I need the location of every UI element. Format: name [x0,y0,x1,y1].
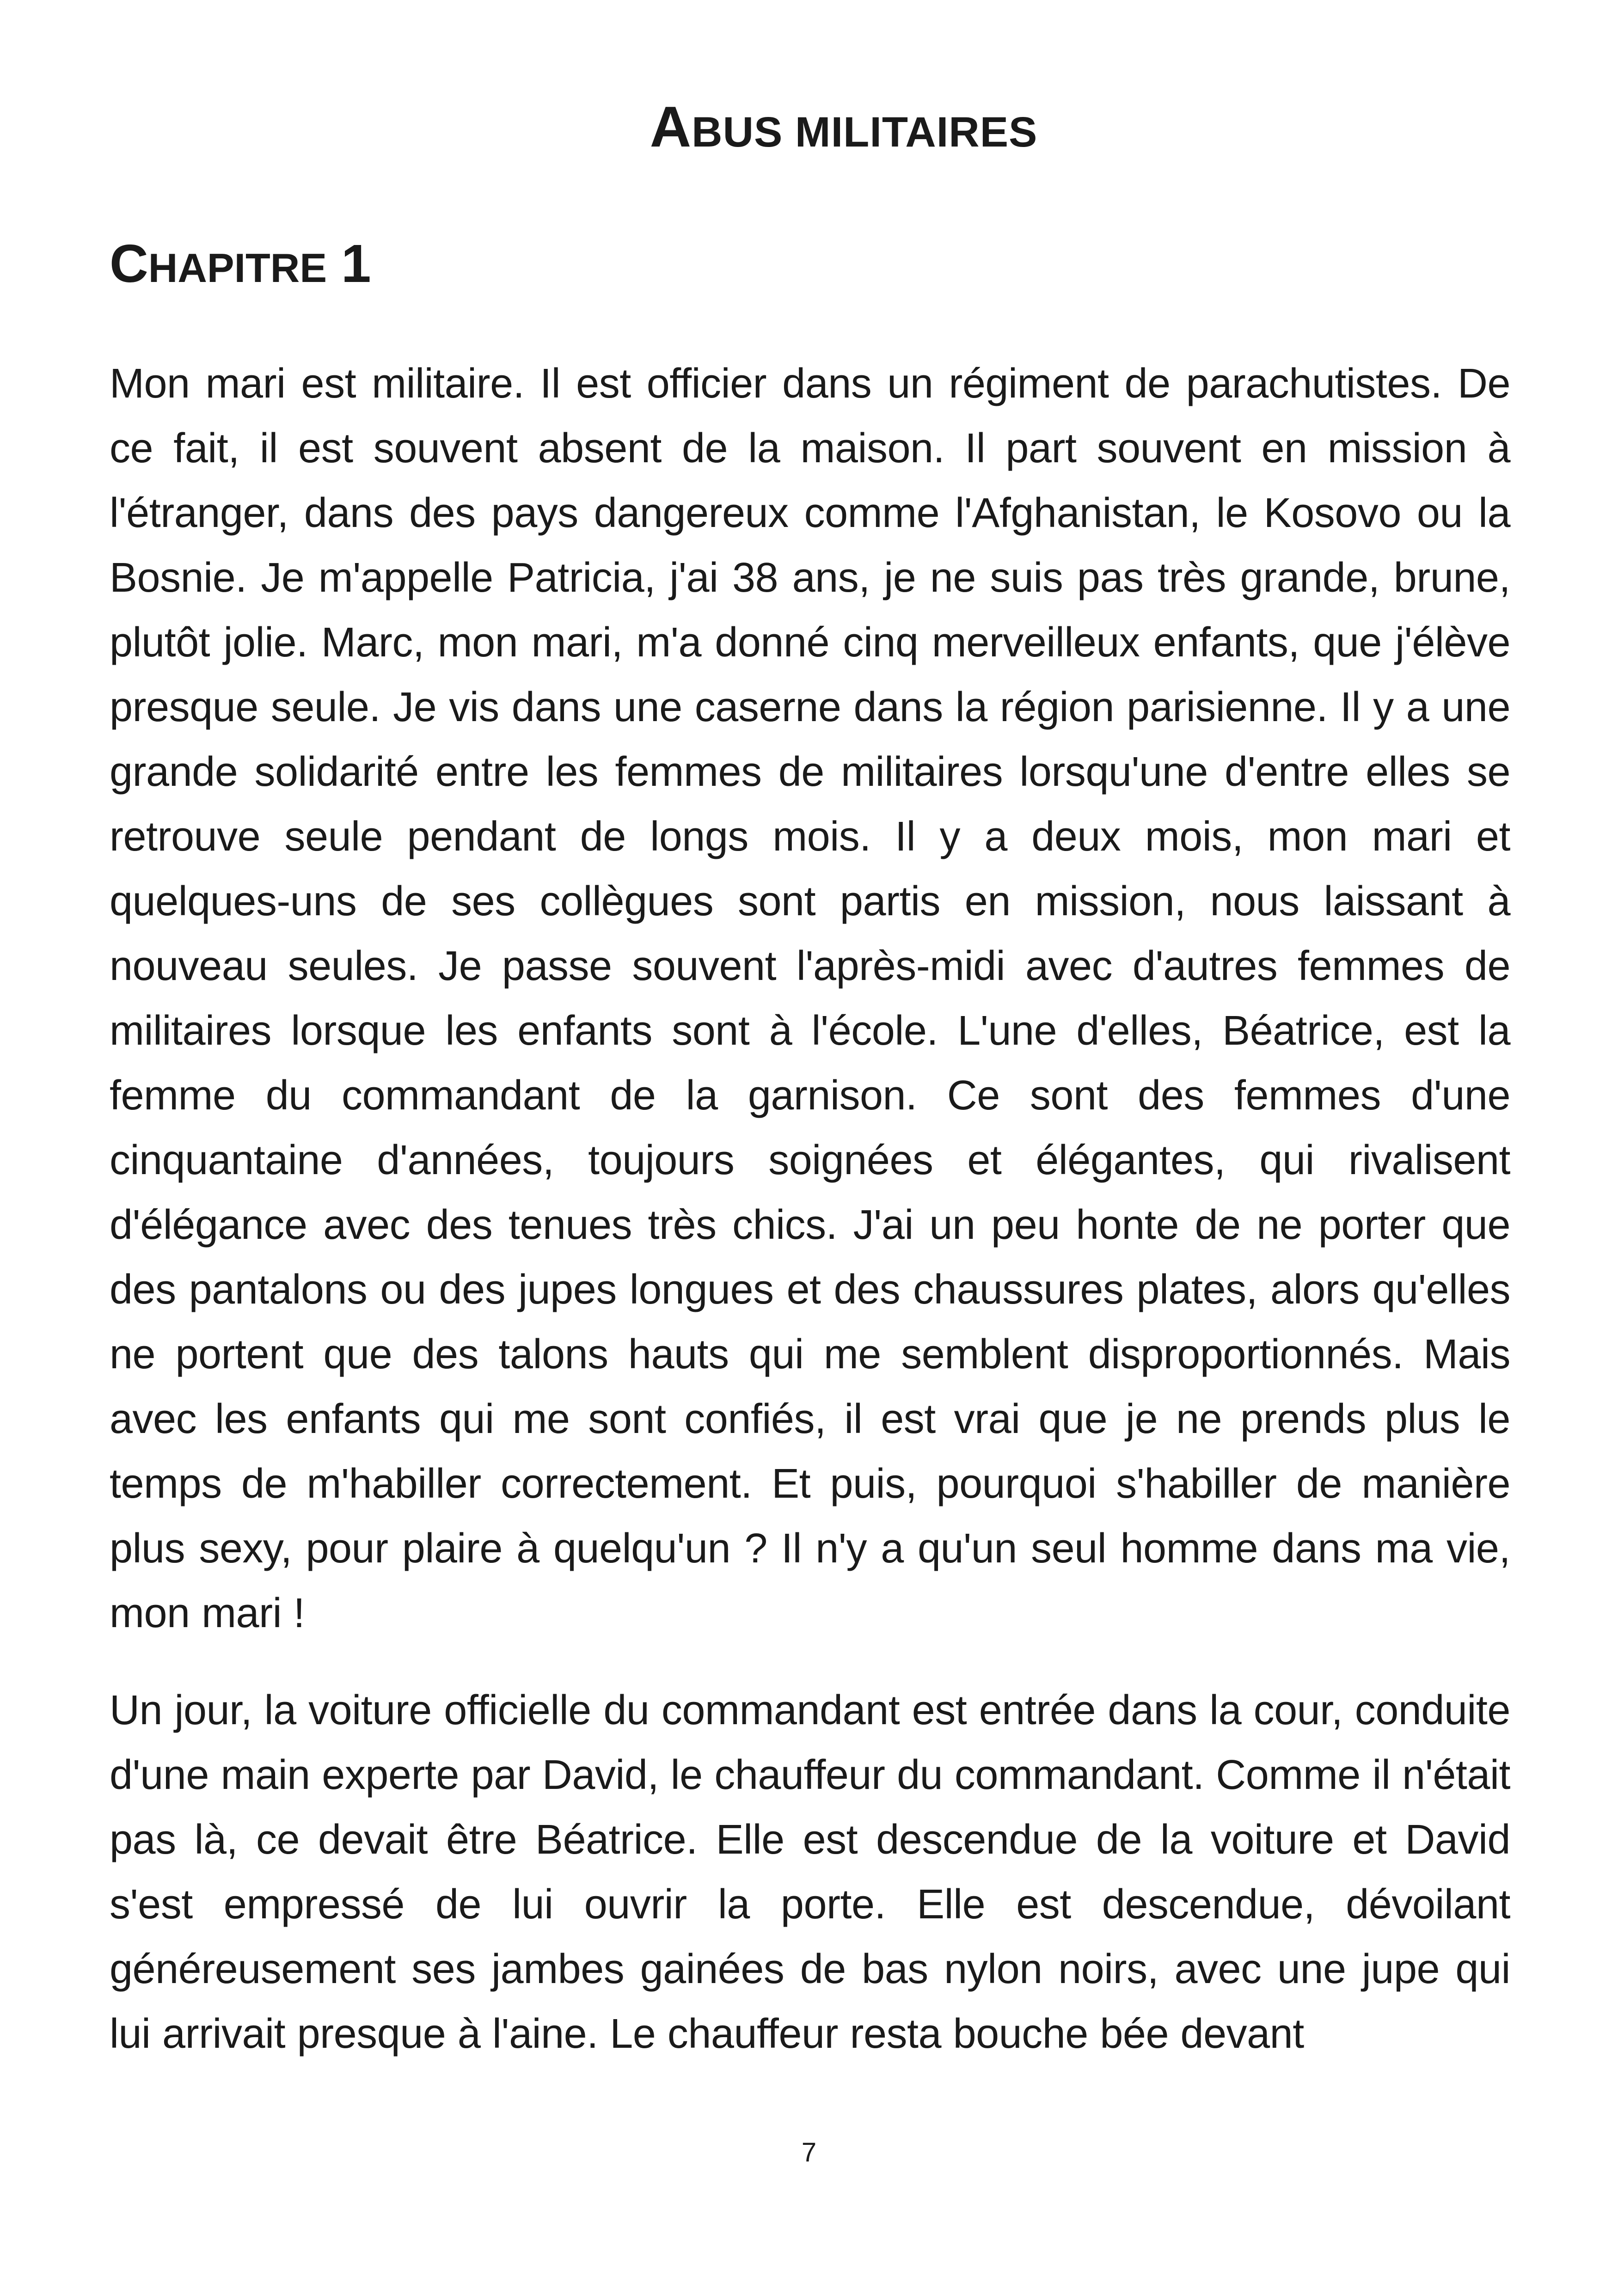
chapter-heading [110,231,371,300]
document-title [0,95,1618,165]
title-initial: A [650,95,692,159]
title-rest: BUS MILITAIRES [692,109,1038,156]
chapter-rest: HAPITRE [148,245,327,291]
page-number: 7 [801,2137,817,2167]
body-text [110,351,1510,2099]
paragraph-2: Un jour, la voiture officielle du commandant est entrée dans la cour, conduite d'une main experte par David, le chauffeur du commandant. Comme il n'était pas là, ce devait être Béatrice. Elle est descendue de la voiture et David s'est empressé de lui ouvrir la porte. Elle est descendue, dévoilant généreusement ses jambes gainées de bas nylon noirs, avec une jupe qui lui arrivait presque à l'aine. Le chauffeur resta bouche bée devant [110,1687,1510,2057]
paragraph-1: Mon mari est militaire. Il est officier dans un régiment de parachutistes. De ce fait, il est souvent absent de la maison. Il part souvent en mission à l'étranger, dans des pays dangereux comme l'Afghanistan, le Kosovo ou la Bosnie. Je m'appelle Patricia, j'ai 38 ans, je ne suis pas très grande, brune, plutôt jolie. Marc, mon mari, m'a donné cinq merveilleux enfants, que j'élève presque seule. Je vis dans une caserne dans la région parisienne. Il y a une grande solidarité entre les femmes de militaires lorsqu'une d'entre elles se retrouve seule pendant de longs mois. Il y a deux mois, mon mari et quelques-uns de ses collègues sont partis en mission, nous laissant à nouveau seules. Je passe souvent l'après-midi avec d'autres femmes de militaires lorsque les enfants sont à l'école. L'une d'elles, Béatrice, est la femme du commandant de la garnison. Ce sont des femmes d'une cinquantaine d'années, toujours soignées et élégantes, qui rivalisent d'élégance avec des tenues très chics. J'ai un peu honte de ne porter que des pantalons ou des jupes longues et des chaussures plates, alors qu'elles ne portent que des talons hauts qui me semblent disproportionnés. Mais avec les enfants qui me sont confiés, il est vrai que je ne prends plus le temps de m'habiller correctement. Et puis, pourquoi s'habiller de manière plus sexy, pour plaire à quelqu'un ? Il n'y a qu'un seul homme dans ma vie, mon mari ! [110,361,1510,1636]
chapter-number: 1 [341,233,371,294]
chapter-initial: C [110,233,148,294]
